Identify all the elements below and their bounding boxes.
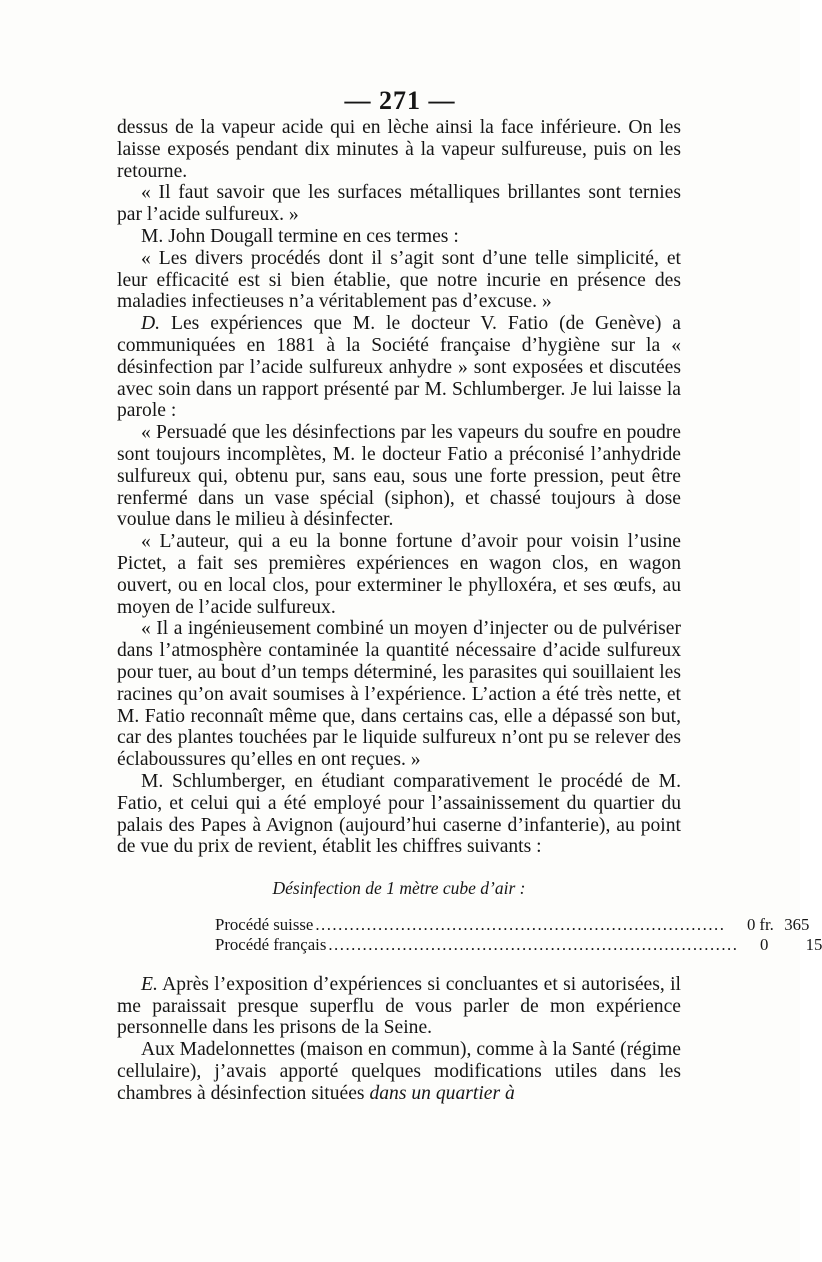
- paragraph-fatio-siphon: « Persuadé que les désinfections par les vapeurs du soufre en poudre sont toujours incomplètes, M. le docteur Fatio a préconisé l’anhydride sulfureux qui, obtenu pur, sans eau, sous une forte pression, peut être renfermé dans un vase spécial (siphon), et chassé toujours à dose voulue dans le milieu à désinfecter.: [117, 422, 681, 531]
- page-number: — 271 —: [344, 86, 456, 115]
- section-d-text: Les expériences que M. le docteur V. Fatio (de Genève) a communiquées en 1881 à la Société française d’hygiène sur la « désinfection par l’acide sulfureux anhydre » sont exposées et discutées avec soin dans un rapport présenté par M. Schlumberger. Je lui laisse la parole :: [117, 313, 681, 422]
- cost-row-value: [729, 915, 809, 935]
- cost-row-suisse: [215, 914, 810, 935]
- section-letter-d: D.: [141, 313, 161, 335]
- paragraph-madelonnettes: [117, 1039, 681, 1104]
- cost-unit: [768, 935, 796, 955]
- paragraph-section-e: [117, 974, 681, 1039]
- final-paragraph-italic: dans un quartier à: [369, 1082, 515, 1104]
- leader-dots: ........................................................................: [328, 934, 739, 954]
- cost-whole: 0: [760, 934, 769, 954]
- paragraph-injection: « Il a ingénieusement combiné un moyen d’injecter ou de pulvériser dans l’atmosphère contaminée la quantité nécessaire d’acide sulfureux pour tuer, au bout d’un temps déterminé, les parasites qui souillaient les racines qu’on avait soumises à l’expérience. L’action a été très nette, et M. Fatio reconnaît même que, dans certains cas, elle a dépassé son but, car des plantes touchées par le liquide sulfureux n’ont pu se relever des éclaboussures qu’elles en ont reçues. »: [117, 618, 681, 771]
- cost-row-francais: [215, 934, 822, 955]
- cost-row-label: Procédé français: [215, 934, 327, 954]
- section-letter-e: E.: [141, 973, 158, 995]
- body-text: [117, 117, 822, 1105]
- cost-table: [215, 914, 822, 955]
- cost-cents: 365: [784, 914, 810, 934]
- leader-dots: ........................................................................: [315, 914, 726, 934]
- paragraph-section-d: [117, 313, 681, 422]
- cost-whole: 0: [747, 914, 756, 934]
- paragraph-dougall-quote: « Les divers procédés dont il s’agit sont d’une telle simplicité, et leur efficacité est si bien établie, que notre incurie en présence des maladies infectieuses n’a véritablement pas d’excuse. »: [117, 247, 681, 313]
- paragraph-quote-surfaces: « Il faut savoir que les surfaces métalliques brillantes sont ternies par l’acide sulfureux. »: [117, 182, 681, 226]
- paragraph-continuation: dessus de la vapeur acide qui en lèche ainsi la face inférieure. On les laisse exposés pendant dix minutes à la vapeur sulfureuse, puis on les retourne.: [117, 117, 681, 182]
- cost-row-label: Procédé suisse: [215, 914, 314, 934]
- cost-unit: fr.: [759, 914, 774, 934]
- cost-table-title: Désinfection de 1 mètre cube d’air :: [272, 878, 526, 899]
- paragraph-pictet: « L’auteur, qui a eu la bonne fortune d’avoir pour voisin l’usine Pictet, a fait ses premières expériences en wagon clos, en wagon ouvert, ou en local clos, pour exterminer le phylloxéra, et ses œufs, au moyen de l’acide sulfureux.: [117, 531, 681, 618]
- cost-cents: 15: [805, 934, 822, 954]
- section-e-text: Après l’exposition d’expériences si concluantes et si autorisées, il me paraissait presque superflu de vous parler de mon expérience personnelle dans les prisons de la Seine.: [117, 973, 681, 1039]
- final-paragraph-text: Aux Madelonnettes (maison en commun), comme à la Santé (régime cellulaire), j’avais apporté quelques modifications utiles dans les chambres à désinfection situées: [117, 1039, 681, 1104]
- paragraph-dougall-intro: M. John Dougall termine en ces termes :: [141, 225, 459, 247]
- paragraph-schlumberger: M. Schlumberger, en étudiant comparativement le procédé de M. Fatio, et celui qui a été employé pour l’assainissement du quartier du palais des Papes à Avignon (aujourd’hui caserne d’infanterie), au point de vue du prix de revient, établit les chiffres suivants :: [117, 770, 681, 858]
- cost-row-value: [742, 935, 822, 955]
